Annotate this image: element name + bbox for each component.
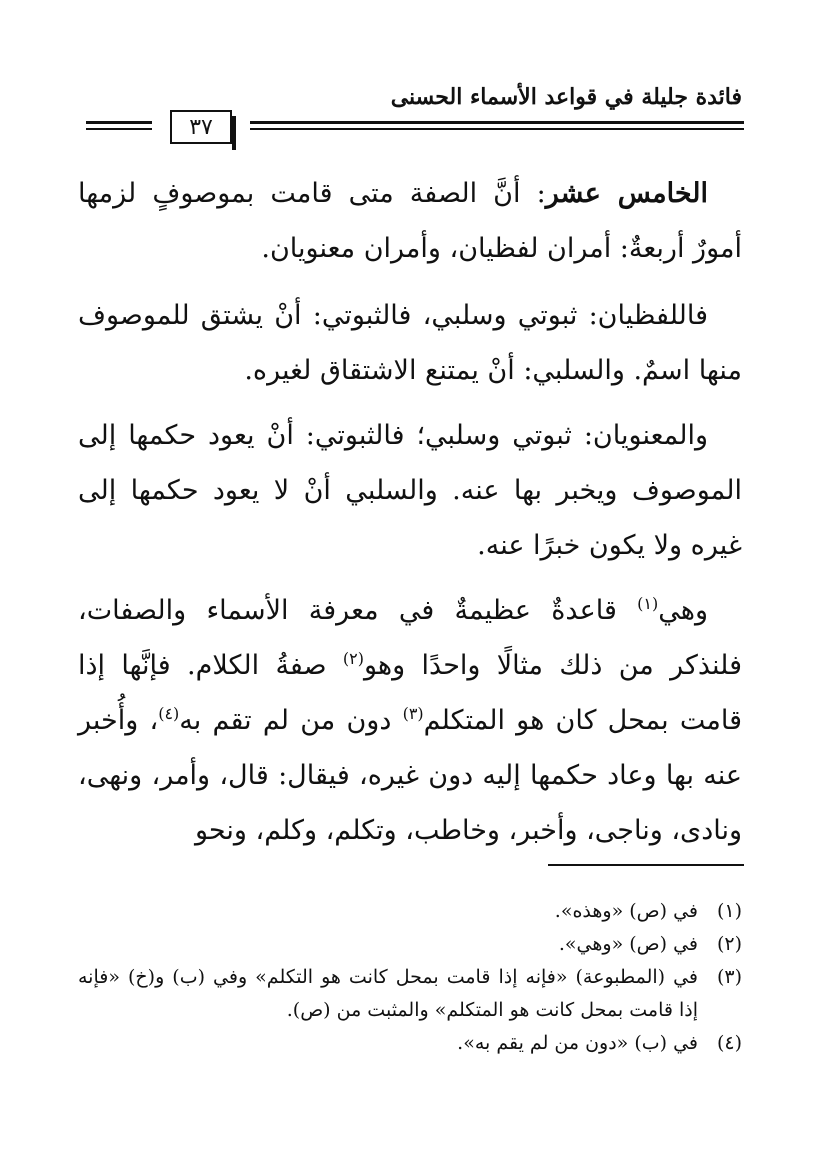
footnote-1: [78, 895, 742, 928]
paragraph-4-text-1: وهي: [658, 595, 708, 626]
footnote-marker-1[interactable]: (١): [637, 594, 659, 613]
footnote-marker-3[interactable]: (٣): [402, 704, 424, 723]
page-number-box: [170, 110, 232, 144]
paragraph-4-text-3: صفةُ الكلام. فإنَّها إذا قامت بمحل كان هو المتكلم: [78, 650, 742, 736]
paragraph-4-text-2: قاعدةٌ عظيمةٌ في معرفة الأسماء والصفات، فلنذكر من ذلك مثالًا واحدًا وهو: [78, 595, 742, 681]
footnote-4: [78, 1027, 742, 1060]
section-lead: الخامس عشر: [545, 178, 708, 209]
paragraph-4-text-5: ، وأُخبر عنه بها وعاد حكمها إليه دون غيره، فيقال: قال، وأمر، ونهى، ونادى، وناجى، وأخبر، وخاطب، وتكلم، وكلم، ونحو: [78, 705, 742, 846]
footnote-text: في (ص) «وهذه».: [554, 900, 698, 922]
footnote-number: (٣): [716, 966, 742, 988]
footnote-marker-2[interactable]: (٢): [342, 649, 364, 668]
footnote-2: [78, 928, 742, 961]
footnote-number: (٢): [716, 933, 742, 955]
footnote-number: (٤): [716, 1032, 742, 1054]
footnote-text: في (المطبوعة) «فإنه إذا قامت بمحل كانت هو التكلم» وفي (ب) و(خ) «فإنه إذا قامت بمحل كانت هو المتكلم» والمثبت من (ص).: [78, 966, 698, 1021]
footnote-separator: [548, 864, 744, 866]
header-rule-right-top: [250, 121, 744, 124]
main-text: [78, 166, 742, 868]
footnotes: [78, 895, 742, 1060]
footnote-marker-4[interactable]: (٤): [158, 704, 180, 723]
footnote-text: في (ب) «دون من لم يقم به».: [457, 1032, 698, 1054]
page-number: ٣٧: [189, 114, 213, 140]
paragraph-4-text-4: دون من لم تقم به: [179, 705, 403, 736]
paragraph-1: [78, 166, 742, 276]
footnote-3: [78, 961, 742, 1027]
header-rule-right-bottom: [250, 128, 744, 130]
header-rule-left-top: [86, 121, 152, 124]
paragraph-2: فاللفظيان: ثبوتي وسلبي، فالثبوتي: أنْ يشتق للموصوف منها اسمٌ. والسلبي: أنْ يمتنع الاشتقاق لغيره.: [78, 300, 742, 386]
paragraph-1-text: : أنَّ الصفة متى قامت بموصوفٍ لزمها أمورٌ أربعةٌ: أمران لفظيان، وأمران معنويان.: [78, 178, 742, 264]
footnote-number: (١): [716, 900, 742, 922]
header-rule-left-bottom: [86, 128, 152, 130]
paragraph-4: [78, 583, 742, 858]
footnote-text: في (ص) «وهي».: [558, 933, 698, 955]
running-header-title: فائدة جليلة في قواعد الأسماء الحسنى: [390, 84, 742, 110]
paragraph-3: والمعنويان: ثبوتي وسلبي؛ فالثبوتي: أنْ يعود حكمها إلى الموصوف ويخبر بها عنه. والسلبي أنْ لا يعود حكمها إلى غيره ولا يكون خبرًا عنه.: [78, 420, 742, 561]
